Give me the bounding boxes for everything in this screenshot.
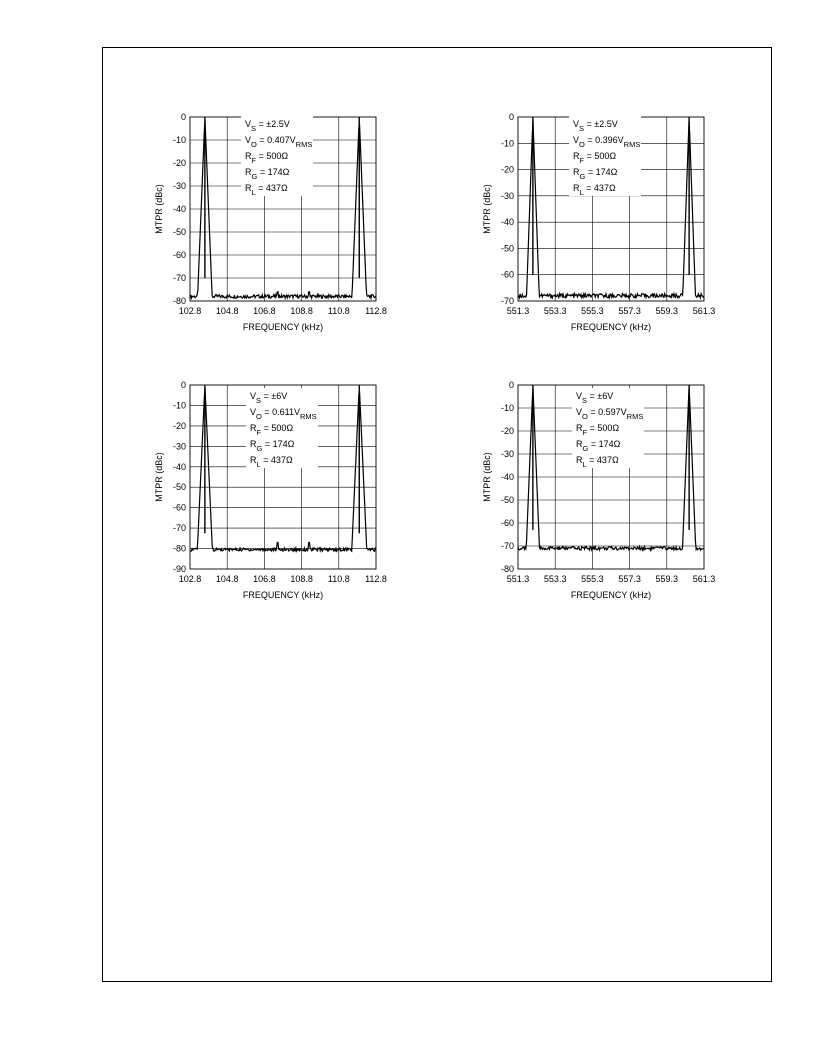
x-tick-label: 553.3 (543, 574, 567, 584)
y-tick-label: -90 (172, 564, 186, 574)
annotation-line: $V_O = 0.611V_{RMS}$ (250, 407, 317, 421)
x-tick-label: 110.8 (327, 306, 350, 316)
x-tick-label: 102.8 (178, 574, 202, 584)
y-tick-label: -80 (500, 564, 514, 574)
y-tick-label: -10 (172, 400, 186, 411)
y-tick-label: -60 (500, 269, 514, 280)
mtpr-chart-4 (476, 373, 726, 613)
y-tick-label: -50 (172, 482, 186, 493)
x-tick-label: 557.3 (618, 306, 641, 316)
mtpr-chart-1 (150, 105, 400, 345)
y-tick-label: -60 (172, 250, 186, 260)
annotation-line: $R_F = 500\Omega$ (573, 151, 617, 165)
annotation-line: $V_S = \pm 2.5V$ (573, 119, 618, 133)
y-axis-label: MTPR (dBc) (482, 452, 492, 502)
y-tick-label: -50 (172, 227, 186, 237)
annotation-line: $R_L = 437\Omega$ (250, 455, 293, 469)
x-tick-label: 106.8 (253, 574, 276, 584)
annotation-line: $R_L = 437\Omega$ (573, 183, 616, 197)
y-tick-label: 0 (180, 380, 186, 390)
x-tick-label: 108.8 (290, 574, 313, 584)
annotation-line: $V_S = \pm 6V$ (250, 391, 288, 405)
x-tick-label: 112.8 (365, 574, 387, 584)
y-tick-label: -20 (500, 164, 514, 175)
x-tick-label: 561.3 (692, 306, 716, 316)
x-axis-label: FREQUENCY (kHz) (570, 590, 652, 600)
annotation-line: $R_F = 500\Omega$ (250, 423, 294, 437)
x-tick-label: 110.8 (327, 574, 350, 584)
y-axis-label: MTPR (dBc) (154, 184, 164, 234)
y-tick-label: -10 (500, 403, 514, 413)
mtpr-chart-3 (150, 373, 400, 613)
y-tick-label: -70 (172, 273, 186, 283)
annotation-line: $V_O = 0.396V_{RMS}$ (573, 135, 641, 149)
y-tick-label: -20 (500, 426, 514, 436)
x-tick-label: 559.3 (655, 574, 679, 584)
y-tick-label: 0 (508, 380, 514, 390)
x-tick-label: 557.3 (618, 574, 641, 584)
y-tick-label: -40 (500, 472, 514, 482)
mtpr-chart-2 (476, 105, 726, 345)
y-axis-label: MTPR (dBc) (482, 184, 492, 234)
annotation-line: $R_G = 174\Omega$ (250, 439, 295, 453)
x-tick-label: 561.3 (692, 574, 716, 584)
annotation-line: $R_F = 500\Omega$ (576, 423, 620, 437)
x-tick-label: 559.3 (655, 306, 679, 316)
y-tick-label: -50 (500, 495, 514, 505)
x-axis-label: FREQUENCY (kHz) (570, 322, 652, 332)
x-tick-label: 108.8 (290, 306, 313, 316)
annotation-line: $R_L = 437\Omega$ (576, 455, 619, 469)
y-tick-label: -70 (500, 296, 514, 306)
x-tick-label: 555.3 (581, 574, 604, 584)
annotation-line: $R_L = 437\Omega$ (245, 183, 288, 197)
annotation-line: $R_G = 174\Omega$ (576, 439, 621, 453)
annotation-line: $V_O = 0.407V_{RMS}$ (245, 135, 313, 149)
annotation-line: $R_F = 500\Omega$ (245, 151, 289, 165)
y-tick-label: -20 (172, 420, 186, 431)
y-tick-label: -60 (172, 502, 186, 513)
x-tick-label: 106.8 (253, 306, 276, 316)
y-tick-label: -10 (500, 138, 514, 149)
annotation-line: $V_O = 0.597V_{RMS}$ (576, 407, 644, 421)
y-tick-label: -40 (172, 461, 186, 472)
x-tick-label: 104.8 (215, 574, 239, 584)
annotation-line: $V_S = \pm 2.5V$ (245, 119, 290, 133)
y-tick-label: -40 (172, 204, 186, 214)
y-tick-label: -60 (500, 518, 514, 528)
y-tick-label: -20 (172, 158, 186, 168)
y-axis-label: MTPR (dBc) (154, 452, 164, 502)
x-axis-label: FREQUENCY (kHz) (242, 322, 324, 332)
y-tick-label: 0 (180, 112, 186, 122)
annotation-line: $R_G = 174\Omega$ (573, 167, 618, 181)
x-tick-label: 104.8 (215, 306, 239, 316)
x-tick-label: 112.8 (365, 306, 387, 316)
annotation-line: $V_S = \pm 6V$ (576, 391, 614, 405)
x-axis-label: FREQUENCY (kHz) (242, 590, 324, 600)
y-tick-label: -50 (500, 243, 514, 254)
y-tick-label: -70 (172, 523, 186, 534)
x-tick-label: 102.8 (178, 306, 202, 316)
x-tick-label: 553.3 (543, 306, 567, 316)
y-tick-label: -30 (500, 449, 514, 459)
y-tick-label: -80 (172, 296, 186, 306)
y-tick-label: -30 (172, 441, 186, 452)
x-tick-label: 551.3 (506, 574, 530, 584)
y-tick-label: -70 (500, 541, 514, 551)
annotation-line: $R_G = 174\Omega$ (245, 167, 290, 181)
y-tick-label: 0 (508, 112, 514, 122)
x-tick-label: 555.3 (581, 306, 604, 316)
y-tick-label: -10 (172, 135, 186, 145)
y-tick-label: -30 (172, 181, 186, 191)
y-tick-label: -30 (500, 190, 514, 201)
x-tick-label: 551.3 (506, 306, 530, 316)
y-tick-label: -80 (172, 543, 186, 554)
y-tick-label: -40 (500, 217, 514, 228)
